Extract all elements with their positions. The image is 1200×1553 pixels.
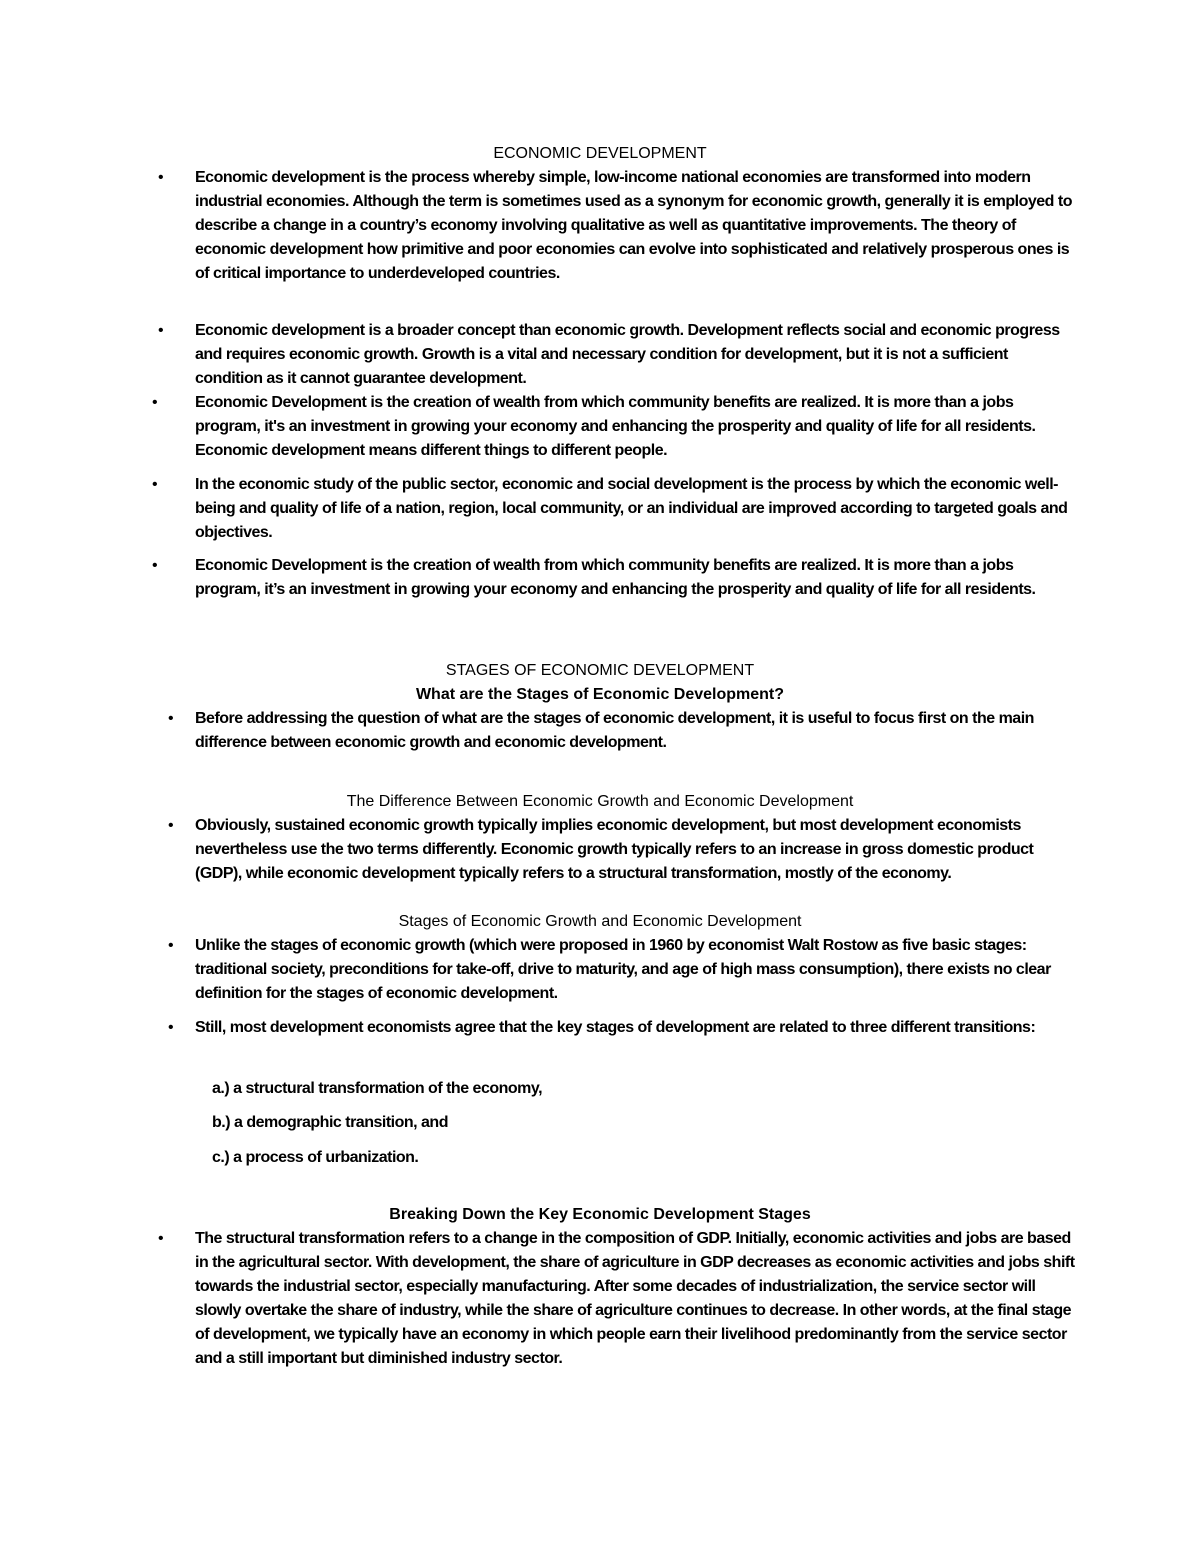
intro-bullet-2: Economic development is a broader concept than economic growth. Development reflects social and economic progress and requires economic growth. Growth is a vital and necessary condition for development, but it is not a sufficient condition as it cannot guarantee development. [195,322,1060,387]
bullet-icon: • [152,557,158,574]
stages-growth-bullet-2: Still, most development economists agree that the key stages of development are related to three different transitions: [195,1019,1036,1036]
bullet-icon: • [168,817,174,834]
intro-bullet-5: Economic Development is the creation of wealth from which community benefits are realized. It is more than a jobs program, it’s an investment in growing your economy and enhancing the prosperity and quality of life for all residents. [195,557,1036,598]
stages-question: What are the Stages of Economic Development? [415,686,785,703]
bullet-icon: • [168,937,174,954]
bullet-icon: • [152,476,158,493]
bullet-icon: • [158,1230,164,1247]
bullet-icon: • [168,710,174,727]
stages-title: STAGES OF ECONOMIC DEVELOPMENT [445,662,755,679]
transition-item-a: a.) a structural transformation of the economy, [212,1080,543,1097]
bullet-icon: • [158,169,164,186]
intro-bullet-1: Economic development is the process whereby simple, low-income national economies are transformed into modern industrial economies. Although the term is sometimes used as a synonym for economic growth, generally it is employed to describe a change in a country’s economy involving qualitative as well as quantitative improvements. The theory of economic development how primitive and poor economies can evolve into sophisticated and relatively prosperous ones is of critical importance to underdeveloped countries. [195,169,1072,282]
bullet-icon: • [168,1019,174,1036]
intro-bullet-4: In the economic study of the public sector, economic and social development is the process by which the economic well-being and quality of life of a nation, region, local community, or an individual are improved according to targeted goals and objectives. [195,476,1068,541]
bullet-icon: • [158,322,164,339]
page-title: ECONOMIC DEVELOPMENT [493,145,707,162]
breaking-heading: Breaking Down the Key Economic Development Stages [389,1206,811,1223]
stages-growth-bullet-1: Unlike the stages of economic growth (which were proposed in 1960 by economist Walt Rostow as five basic stages: traditional society, preconditions for take-off, drive to maturity, and age of high mass consumption), there exists no clear definition for the stages of economic development. [195,937,1051,1002]
transition-item-c: c.) a process of urbanization. [212,1149,419,1166]
intro-bullet-3: Economic Development is the creation of wealth from which community benefits are realized. It is more than a jobs program, it's an investment in growing your economy and enhancing the prosperity and quality of life for all residents. Economic development means different things to different people. [195,394,1036,459]
bullet-icon: • [152,394,158,411]
stages-growth-heading: Stages of Economic Growth and Economic Development [398,913,802,930]
difference-bullet: Obviously, sustained economic growth typically implies economic development, but most development economists nevertheless use the two terms differently. Economic growth typically refers to an increase in gross domestic product (GDP), while economic development typically refers to a structural transformation, mostly of the economy. [195,817,1034,882]
difference-heading: The Difference Between Economic Growth and Economic Development [346,793,854,810]
stages-bullet: Before addressing the question of what are the stages of economic development, it is useful to focus first on the main difference between economic growth and economic development. [195,710,1034,751]
breaking-bullet: The structural transformation refers to a change in the composition of GDP. Initially, economic activities and jobs are based in the agricultural sector. With development, the share of agriculture in GDP decreases as economic activities and jobs shift towards the industrial sector, especially manufacturing. After some decades of industrialization, the service sector will slowly overtake the share of industry, while the share of agriculture continues to decrease. In other words, at the final stage of development, we typically have an economy in which people earn their livelihood predominantly from the service sector and a still important but diminished industry sector. [195,1230,1075,1367]
transition-item-b: b.) a demographic transition, and [212,1114,448,1131]
